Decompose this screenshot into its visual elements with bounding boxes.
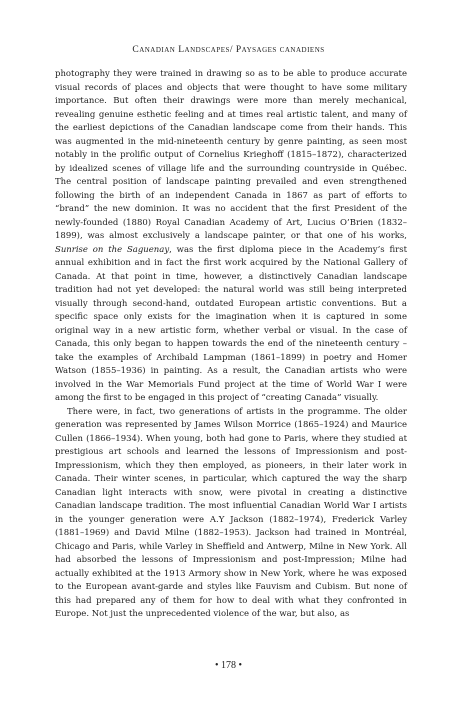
page-number: • 178 •	[214, 660, 242, 671]
paragraph-1-text-a: photography they were trained in drawing so as to be able to produce accurate visual records of places and objects that were thought to have some military importance. But often their drawings were more than merely mechanical, revealing genuine esthetic feeling and at times real artistic talent, and many of the earliest depictions of the Canadian landscape come from their hands. This was augmented in the mid-nineteenth century by genre painting, as seen most notably in the prolific output of Cornelius Krieghoff (1815–1872), characterized by idealized scenes of village life and the surrounding countryside in Québec. The central position of landscape painting prevailed and even strengthened following the birth of an independent Canada in 1867 as part of efforts to “brand” the new dominion. It was no accident that the first President of the newly-founded (1880) Royal Canadian Academy of Art, Lucius O’Brien (1832–1899), was almost exclusively a landscape painter, or that one of his works,	[55, 69, 407, 241]
paragraph-2-text: There were, in fact, two generations of artists in the programme. The older generation was represented by James Wilson Morrice (1865–1924) and Maurice Cullen (1866–1934). When young, both had gone to Paris, where they studied at prestigious art schools and learned the lessons of Impressionism and post-Impressionism, which they then employed, as pioneers, in their later work in Canada. Their winter scenes, in particular, which captured the way the sharp Canadian light interacts with snow, were pivotal in creating a distinctive Canadian landscape tradition. The most influential Canadian World War I artists in the younger generation were A.Y Jackson (1882–1974), Frederick Varley (1881–1969) and David Milne (1882–1953). Jackson had trained in Montréal, Chicago and Paris, while Varley in Sheffield and Antwerp, Milne in New York. All had absorbed the lessons of Impressionism and post-Impression; Milne had actually exhibited at the 1913 Armory show in New York, where he was exposed to the European avant-garde and styles like Fauvism and Cubism. But none of this had prepared any of them for how to deal with what they confronted in Europe. Not just the unprecedented violence of the war, but also, as	[55, 406, 407, 619]
body-text	[55, 68, 407, 622]
paragraph-1	[55, 68, 407, 406]
paragraph-2	[55, 406, 407, 622]
paragraph-1-text-b: , was the first diploma piece in the Academy’s first annual exhibition and in fact the first work acquired by the National Gallery of Canada. At that point in time, however, a distinctively Canadian landscape tradition had not yet developed: the natural world was still being interpreted visually through second-hand, outdated European artistic conventions. But a specific space only exists for the imagination when it is captured in some original way in a new artistic form, whether verbal or visual. In the case of Canada, this only began to happen towards the end of the nineteenth century – take the examples of Archibald Lampman (1861–1899) in poetry and Homer Watson (1855–1936) in painting. As a result, the Canadian artists who were involved in the War Memorials Fund project at the time of World War I were among the first to be engaged in this project of “creating Canada” visually.	[55, 244, 407, 403]
artwork-title: Sunrise on the Saguenay	[55, 244, 170, 255]
running-head: Canadian Landscapes/ Paysages canadiens	[132, 45, 325, 55]
